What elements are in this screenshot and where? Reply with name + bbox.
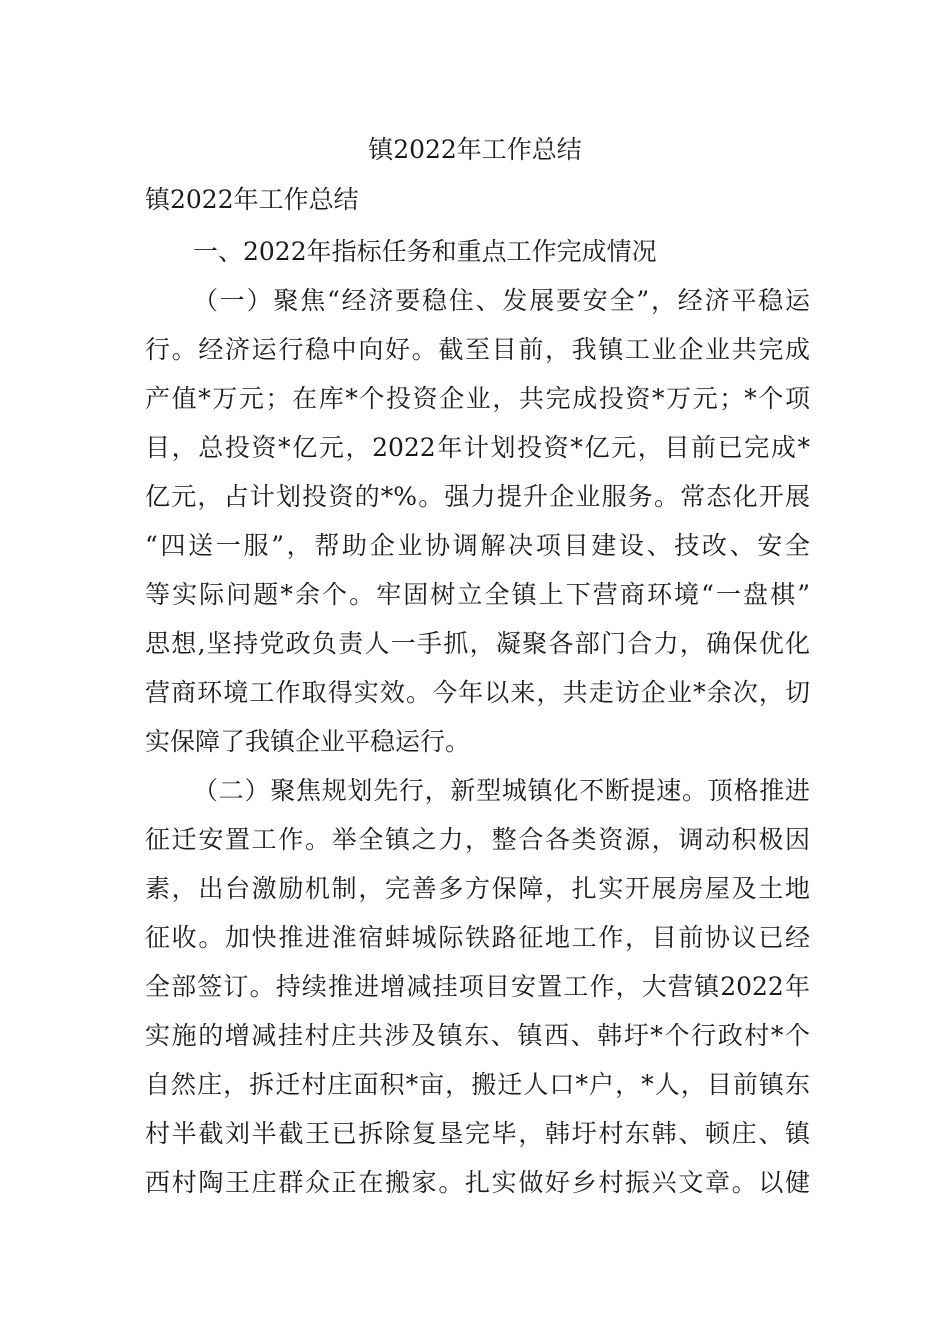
paragraph-line: 征收。加快推进淮宿蚌城际铁路征地工作，目前协议已经	[145, 923, 810, 952]
paragraph-line: （二）聚焦规划先行，新型城镇化不断提速。顶格推进	[193, 776, 810, 805]
document-subtitle: 镇2022年工作总结	[145, 185, 359, 214]
paragraph-line: 西村陶王庄群众正在搬家。扎实做好乡村振兴文章。以健	[145, 1168, 810, 1197]
paragraph-line: 素，出台激励机制，完善多方保障，扎实开展房屋及土地	[145, 874, 810, 903]
document-title: 镇2022年工作总结	[368, 135, 582, 164]
paragraph-line: 自然庄，拆迁村庄面积*亩，搬迁人口*户，*人，目前镇东	[145, 1070, 810, 1099]
section-heading-1: 一、2022年指标任务和重点工作完成情况	[193, 237, 657, 266]
paragraph-line: “四送一服”，帮助企业协调解决项目建设、技改、安全	[145, 531, 810, 560]
paragraph-line: 目，总投资*亿元，2022年计划投资*亿元，目前已完成*	[145, 433, 810, 462]
paragraph-line: 全部签订。持续推进增减挂项目安置工作，大营镇2022年	[145, 972, 810, 1001]
paragraph-line: 产值*万元；在库*个投资企业，共完成投资*万元；*个项	[145, 384, 810, 413]
paragraph-line: 村半截刘半截王已拆除复垦完毕，韩圩村东韩、顿庄、镇	[145, 1119, 810, 1148]
paragraph-line: 实施的增减挂村庄共涉及镇东、镇西、韩圩*个行政村*个	[145, 1021, 810, 1050]
paragraph-line: 营商环境工作取得实效。今年以来，共走访企业*余次，切	[145, 678, 810, 707]
paragraph-line: 征迁安置工作。举全镇之力，整合各类资源，调动积极因	[145, 825, 810, 854]
paragraph-line: 亿元，占计划投资的*%。强力提升企业服务。常态化开展	[145, 482, 810, 511]
paragraph-line: 等实际问题*余个。牢固树立全镇上下营商环境“一盘棋”	[145, 580, 810, 609]
paragraph-line: 思想,坚持党政负责人一手抓，凝聚各部门合力，确保优化	[145, 629, 810, 658]
document-body	[145, 227, 810, 1207]
paragraph-line: 实保障了我镇企业平稳运行。	[145, 727, 471, 756]
paragraph-line: （一）聚焦“经济要稳住、发展要安全”，经济平稳运	[193, 286, 810, 315]
paragraph-line: 行。经济运行稳中向好。截至目前，我镇工业企业共完成	[145, 335, 810, 364]
